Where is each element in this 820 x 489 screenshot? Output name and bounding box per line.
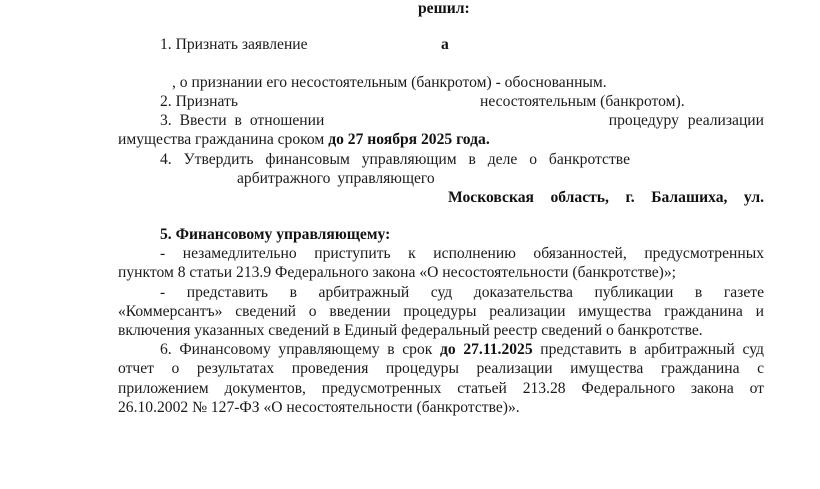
item-5-line: включения указанных сведений в Единый федеральный реестр сведений о банкротстве.: [118, 322, 703, 339]
item-6-line: приложением документов, предусмотренных статьей 213.28 Федерального закона от: [118, 380, 764, 397]
item-1-text: 1. Признать заявление: [160, 36, 308, 53]
item-5-title: 5. Финансовому управляющему:: [160, 226, 391, 243]
item-3-end: процедуру реализации: [608, 112, 764, 129]
item-2-text: 2. Признать: [160, 93, 238, 110]
item-3-continuation: имущества гражданина сроком до 27 ноября 2025 года.: [118, 131, 490, 148]
item-6-line: отчет о результатах проведения процедуры реализации имущества гражданина с: [118, 360, 764, 377]
item-5-line: - представить в арбитражный суд доказательства публикации в газете: [160, 284, 764, 301]
decision-heading: решил:: [418, 0, 470, 17]
item-4-address: Московская область, г. Балашиха, ул.: [448, 189, 764, 206]
item-5-line: пунктом 8 статьи 213.9 Федерального закона «О несостоятельности (банкротстве)»;: [118, 264, 677, 281]
item-2-end: несостоятельным (банкротом).: [480, 93, 685, 110]
item-4-manager: арбитражного управляющего: [237, 170, 435, 187]
item-1-fragment: а: [441, 36, 449, 53]
item-4-text: 4. Утвердить финансовым управляющим в деле о банкротстве: [160, 151, 630, 168]
item-6-text: 6. Финансовому управляющему в срок до 27.11.2025 представить в арбитражный суд: [160, 341, 764, 358]
item-3-text: 3. Ввести в отношении: [160, 112, 325, 129]
item-6-line: 26.10.2002 № 127-ФЗ «О несостоятельности (банкротстве)».: [118, 399, 520, 416]
item-5-line: «Коммерсантъ» сведений о введении процедуры реализации имущества гражданина и: [118, 303, 764, 320]
item-5-line: - незамедлительно приступить к исполнению обязанностей, предусмотренных: [160, 245, 764, 262]
item-1-continuation: , о признании его несостоятельным (банкротом) - обоснованным.: [172, 74, 607, 91]
